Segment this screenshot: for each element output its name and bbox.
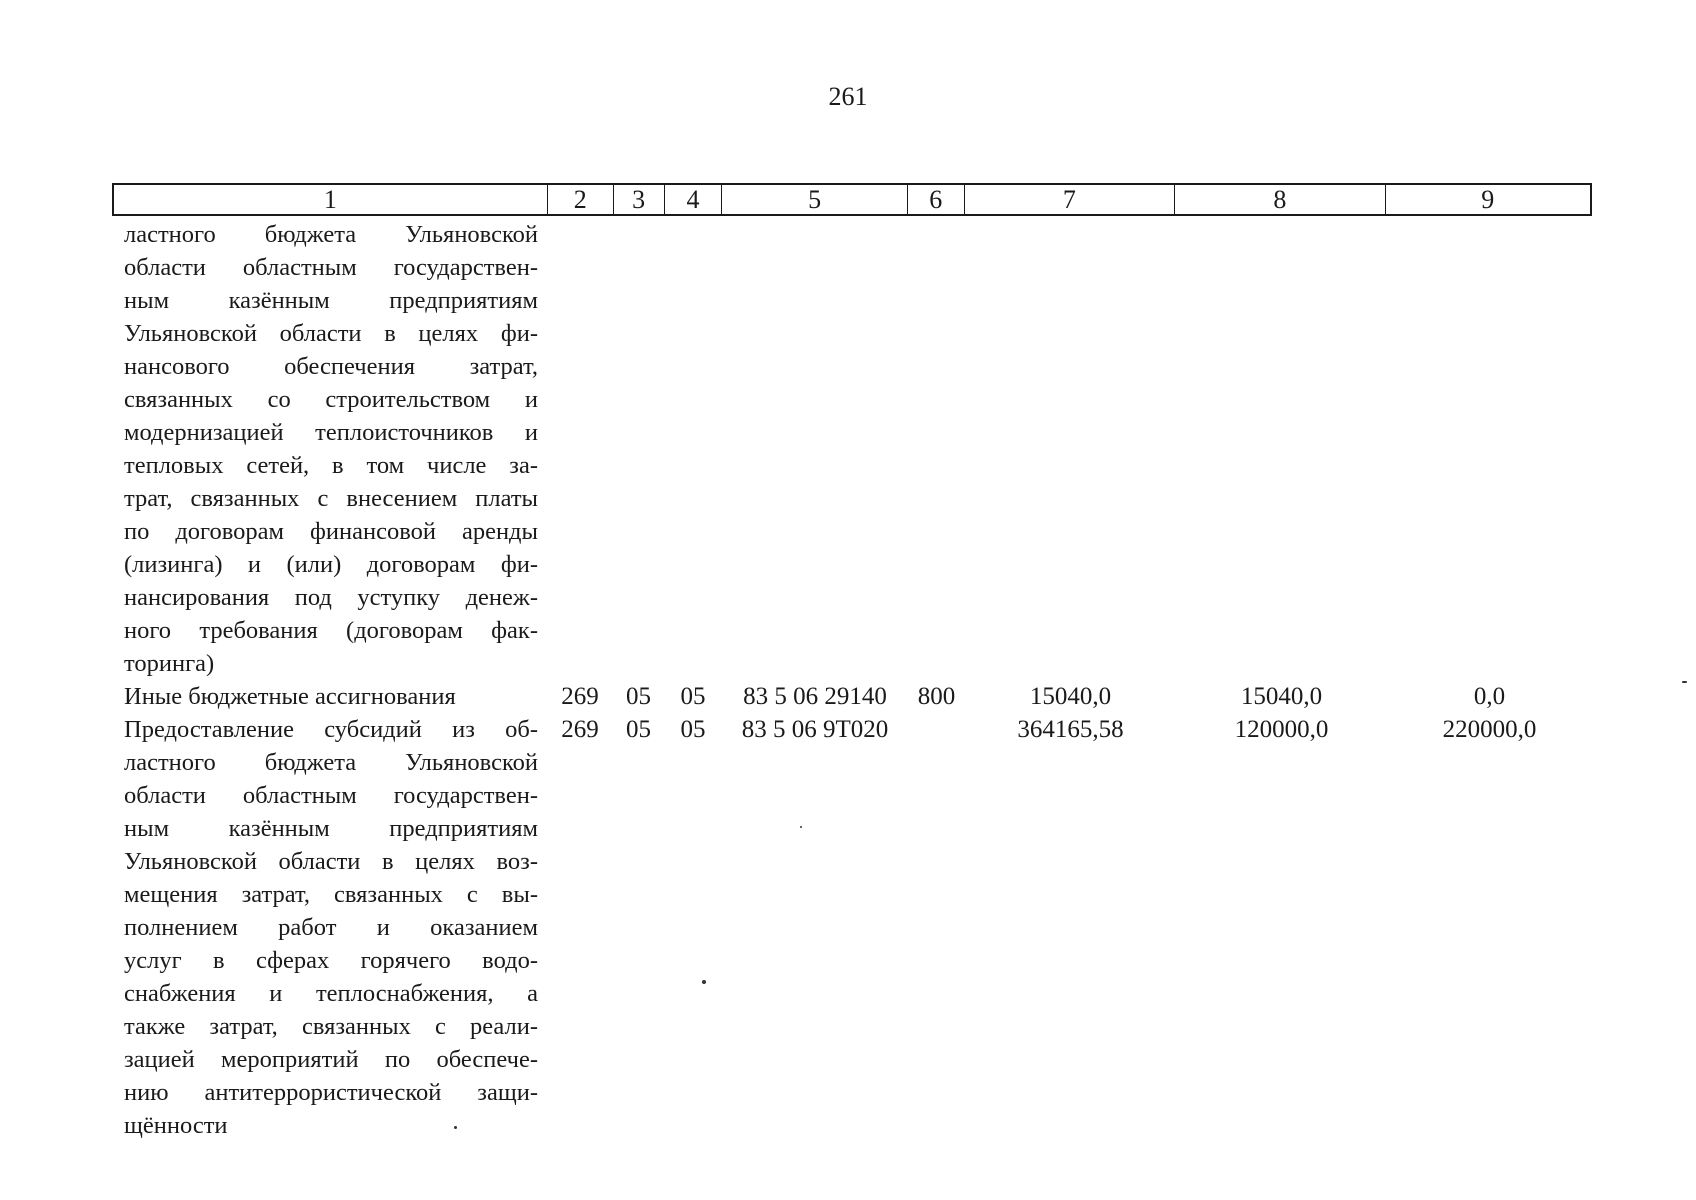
subsidy-description [124,746,538,1142]
text-line: ластного бюджета Ульяновской [124,221,538,248]
cell-col-2: 269 [561,716,599,743]
text-line: услуг в сферах горячего водо- [124,947,538,974]
continuation-description [124,218,538,680]
cell-col-4: 05 [680,683,706,710]
scan-speck [702,980,706,984]
header-col-1: 1 [114,185,548,214]
text-line: тепловых сетей, в том числе за- [124,452,538,479]
table-row [112,680,1592,713]
header-col-4: 4 [665,185,723,214]
text-line: (лизинга) и (или) договорам фи- [124,551,538,578]
cell-col-8: 120000,0 [1234,716,1329,743]
cell-col-9: 0,0 [1473,683,1506,710]
text-line: полнением работ и оказанием [124,914,538,941]
text-line: ного требования (договорам фак- [124,617,538,644]
header-col-9: 9 [1481,184,1495,214]
text-line: мещения затрат, связанных с вы- [124,881,538,908]
row-label: Иные бюджетные ассигнования [124,683,456,710]
cell-col-5: 83 5 06 29140 [743,683,887,710]
text-line: ластного бюджета Ульяновской [124,749,538,776]
cell-col-2: 269 [561,683,599,710]
scan-speck [800,826,802,828]
cell-col-3: 05 [626,683,651,710]
text-line: ным казённым предприятиям [124,287,538,314]
cell-col-8: 15040,0 [1240,683,1323,710]
table-row [112,713,1592,746]
header-col-3: 3 [614,185,665,214]
scan-speck [1682,681,1687,683]
cell-col-9: 220000,0 [1442,716,1537,743]
text-line: по договорам финансовой аренды [124,518,538,545]
text-line: модернизацией теплоисточников и [124,419,538,446]
cell-col-3: 05 [626,716,651,743]
text-line: области областным государствен- [124,782,538,809]
text-line: нансового обеспечения затрат, [124,353,538,380]
text-line: также затрат, связанных с реали- [124,1013,538,1040]
text-line: снабжения и теплоснабжения, а [124,980,538,1007]
text-line: зацией мероприятий по обеспече- [124,1046,538,1073]
text-line: торинга) [124,650,215,677]
text-line: Ульяновской области в целях фи- [124,320,538,347]
text-line: нансирования под уступку денеж- [124,584,538,611]
page-number: 261 [828,82,868,111]
header-col-7: 7 [965,185,1175,214]
text-line: связанных со строительством и [124,386,538,413]
cell-col-4: 05 [680,716,706,743]
header-col-8: 8 [1175,185,1385,214]
header-col-6: 6 [908,185,965,214]
cell-col-6: 800 [917,683,956,710]
cell-col-7: 15040,0 [1029,683,1112,710]
text-line: трат, связанных с внесением платы [124,485,538,512]
scan-speck [454,1126,457,1129]
text-line: области областным государствен- [124,254,538,281]
text-line: щённости [124,1112,228,1139]
row-label: Предоставление субсидий из об- [124,716,538,743]
text-line: Ульяновской области в целях воз- [124,848,538,875]
cell-col-5: 83 5 06 9Т020 [741,716,889,743]
header-col-2: 2 [548,185,614,214]
text-line: ным казённым предприятиям [124,815,538,842]
text-line: нию антитеррористической защи- [124,1079,538,1106]
table-header [112,183,1592,216]
cell-col-7: 364165,58 [1017,716,1124,743]
header-col-5: 5 [722,185,908,214]
